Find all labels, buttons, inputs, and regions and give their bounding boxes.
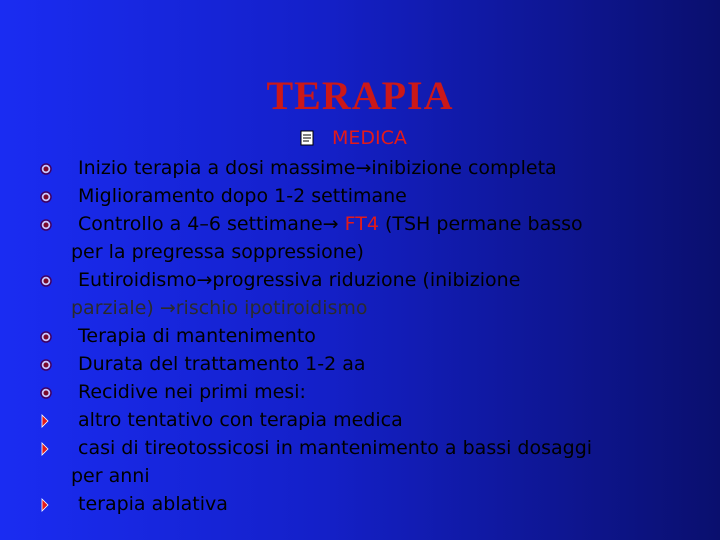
red-arrow-bullet-icon	[40, 414, 50, 428]
item-text: Inizio terapia a dosi massime→inibizione completa	[78, 157, 557, 179]
swirl-bullet-icon	[40, 331, 52, 343]
subheading-row	[300, 124, 407, 152]
item-text: Recidive nei primi mesi:	[78, 381, 306, 403]
list-item	[38, 154, 708, 182]
swirl-bullet-icon	[40, 359, 52, 371]
sub-list-item	[38, 406, 708, 434]
list-item	[38, 378, 708, 406]
list-item	[38, 350, 708, 378]
red-arrow-bullet-icon	[40, 442, 50, 456]
document-bullet-icon	[300, 130, 314, 146]
ft4-highlight: FT4	[344, 213, 379, 235]
swirl-bullet-icon	[40, 387, 52, 399]
slide-title: TERAPIA	[266, 73, 454, 118]
item-text-continuation: parziale) →rischio ipotiroidismo	[71, 297, 368, 319]
sub-list-item	[38, 490, 708, 518]
list-item	[38, 210, 708, 266]
subheading-medica: MEDICA	[332, 127, 407, 149]
list-item	[38, 322, 708, 350]
item-text-continuation: per anni	[71, 465, 150, 487]
swirl-bullet-icon	[40, 163, 52, 175]
red-arrow-bullet-icon	[40, 498, 50, 512]
list-item	[38, 266, 708, 322]
item-text: Controllo a 4–6 settimane→	[78, 213, 345, 235]
swirl-bullet-icon	[40, 219, 52, 231]
item-text: Durata del trattamento 1-2 aa	[78, 353, 366, 375]
item-text: Terapia di mantenimento	[78, 325, 316, 347]
sub-list-item	[38, 434, 708, 490]
swirl-bullet-icon	[40, 191, 52, 203]
item-text: (TSH permane basso	[378, 213, 583, 235]
item-text: altro tentativo con terapia medica	[78, 409, 403, 431]
item-text: terapia ablativa	[78, 493, 228, 515]
item-text-continuation: per la pregressa soppressione)	[71, 241, 364, 263]
item-text: casi di tireotossicosi in mantenimento a bassi dosaggi	[78, 437, 593, 459]
list-item	[38, 182, 708, 210]
item-text: Miglioramento dopo 1-2 settimane	[78, 185, 407, 207]
bullet-list	[38, 154, 708, 518]
swirl-bullet-icon	[40, 275, 52, 287]
item-text: Eutiroidismo→progressiva riduzione (inibizione	[78, 269, 521, 291]
